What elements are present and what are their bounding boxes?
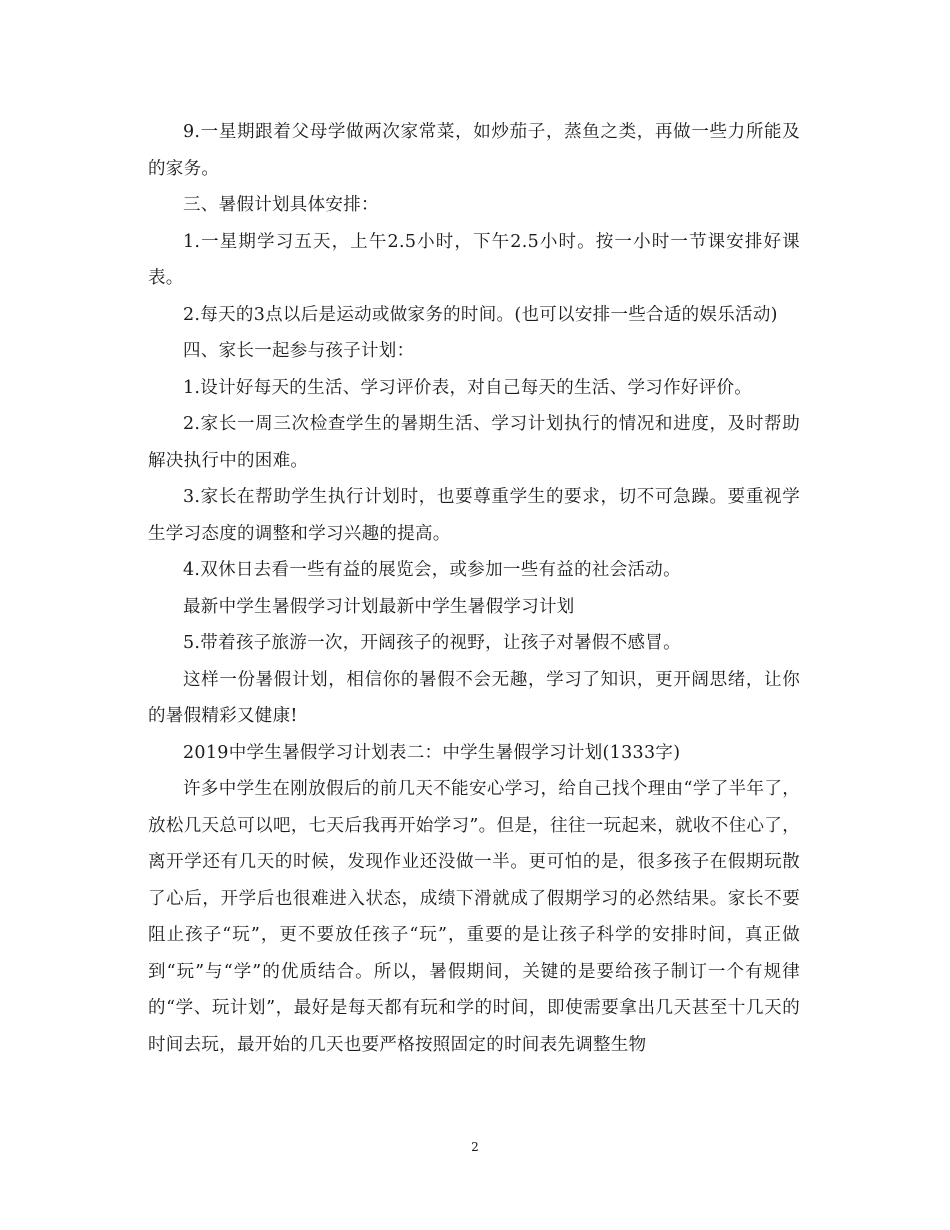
section-heading-schedule: 三、暑假计划具体安排： [183,195,379,215]
paragraph-item-9-cooking: 9.一星期跟着父母学做两次家常菜，如炒茄子，蒸鱼之类，再做一些力所能及的家务。 [148,122,800,179]
paragraph-intro-part-two: 许多中学生在刚放假后的前几天不能安心学习，给自己找个理由“学了半年了，放松几天总可以吧，七天后我再开始学习”。但是，往往一玩起来，就收不住心了，离开学还有几天的时候，发现作业还没做一半。更可怕的是，很多孩子在假期玩散了心后，开学后也很难进入状态，成绩下滑就成了假期学习的必然结果。家长不要阻止孩子“玩”，更不要放任孩子“玩”，重要的是让孩子科学的安排时间，真正做到“玩”与“学”的优质结合。所以，暑假期间，关键的是要给孩子制订一个有规律的“学、玩计划”，最好是每天都有玩和学的时间，即使需要拿出几天甚至十几天的时间去玩，最开始的几天也要严格按照固定的时间表先调整生物 [148,779,800,1055]
article-title-part-two: 2019中学生暑假学习计划表二：中学生暑假学习计划(1333字) [183,742,681,763]
page-number: 2 [471,1140,479,1154]
paragraph-parents-4: 4.双休日去看一些有益的展览会，或参加一些有益的社会活动。 [183,560,681,580]
paragraph-parents-5: 5.带着孩子旅游一次，开阔孩子的视野，让孩子对暑假不感冒。 [183,633,681,653]
section-heading-parents: 四、家长一起参与孩子计划： [183,341,415,361]
paragraph-repeated-title: 最新中学生暑假学习计划最新中学生暑假学习计划 [183,596,575,617]
paragraph-parents-2: 2.家长一周三次检查学生的暑期生活、学习计划执行的情况和进度，及时帮助解决执行中的困难。 [148,414,800,471]
paragraph-schedule-1: 1.一星期学习五天，上午2.5小时，下午2.5小时。按一小时一节课安排好课表。 [148,231,800,288]
paragraph-parents-1: 1.设计好每天的生活、学习评价表，对自己每天的生活、学习作好评价。 [183,377,753,398]
paragraph-conclusion: 这样一份暑假计划，相信你的暑假不会无趣，学习了知识，更开阔思绪，让你的暑假精彩又健康! [148,669,800,726]
paragraph-parents-3: 3.家长在帮助学生执行计划时，也要尊重学生的要求，切不可急躁。要重视学生学习态度的调整和学习兴趣的提高。 [148,487,800,544]
document-body [148,114,800,1063]
paragraph-schedule-2: 2.每天的3点以后是运动或做家务的时间。(也可以安排一些合适的娱乐活动) [183,304,778,325]
